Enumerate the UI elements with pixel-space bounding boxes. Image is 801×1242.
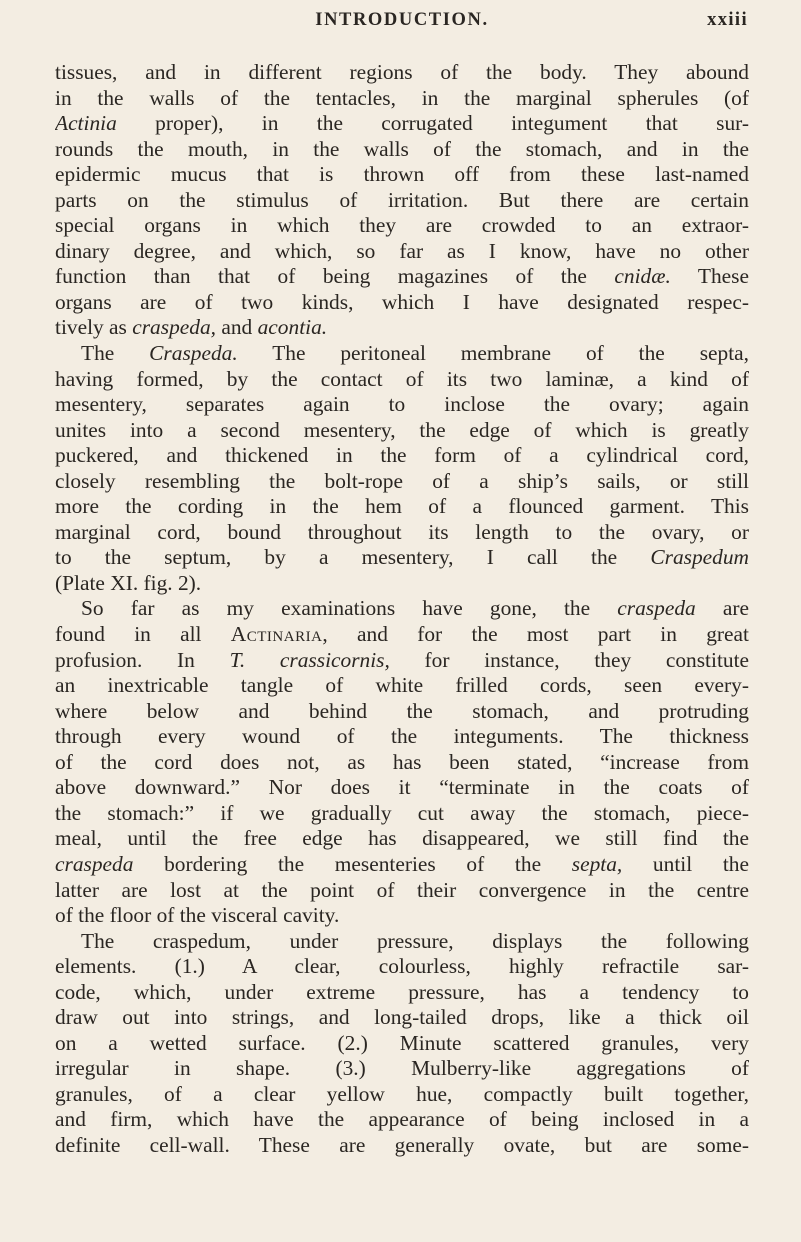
text-run: the stomach:” if we gradually cut away the stomach, piece-	[55, 800, 749, 825]
text-line	[55, 418, 749, 444]
text-run: elements. (1.) A clear, colourless, highly refractile sar-	[55, 954, 749, 979]
text-line	[55, 213, 749, 239]
text-line	[55, 1031, 749, 1057]
text-run: profusion. In	[55, 647, 230, 672]
italic-term: craspeda	[55, 851, 134, 876]
text-run: definite cell-wall. These are generally ovate, but are some-	[55, 1132, 749, 1157]
text-run: rounds the mouth, in the walls of the stomach, and in the	[55, 136, 749, 161]
text-run: irregular in shape. (3.) Mulberry-like aggregations of	[55, 1056, 749, 1081]
text-line	[55, 571, 749, 597]
text-run: The	[81, 341, 150, 366]
text-run: dinary degree, and which, so far as I know, have no other	[55, 238, 749, 263]
text-line	[55, 86, 749, 112]
text-run: granules, of a clear yellow hue, compactly built together,	[55, 1081, 749, 1106]
text-line	[55, 1107, 749, 1133]
text-line	[55, 137, 749, 163]
italic-term: cnidæ.	[614, 264, 671, 289]
text-run: and	[216, 315, 258, 340]
text-run: unites into a second mesentery, the edge of which is greatly	[55, 417, 749, 442]
text-line	[55, 622, 749, 648]
body-text	[55, 60, 749, 1159]
text-run: draw out into strings, and long-tailed drops, like a thick oil	[55, 1005, 749, 1030]
text-run: organs are of two kinds, which I have designated respec-	[55, 289, 749, 314]
italic-term: acontia.	[257, 315, 328, 340]
text-line	[55, 188, 749, 214]
text-line	[55, 367, 749, 393]
text-line	[55, 545, 749, 571]
text-run: found in all	[55, 622, 231, 647]
text-run: of the cord does not, as has been stated, “increase from	[55, 749, 749, 774]
text-line	[55, 648, 749, 674]
text-run: for instance, they constitute	[389, 647, 749, 672]
text-line	[55, 315, 749, 341]
italic-term: Craspedum	[650, 545, 749, 570]
running-head	[56, 8, 748, 34]
text-line	[55, 264, 749, 290]
italic-term: craspeda	[617, 596, 696, 621]
text-line	[55, 801, 749, 827]
text-line	[55, 290, 749, 316]
text-run: mesentery, separates again to inclose the ovary; again	[55, 392, 749, 417]
text-line	[55, 1133, 749, 1159]
text-line	[55, 954, 749, 980]
running-head-title: INTRODUCTION.	[315, 10, 489, 30]
italic-term: Craspeda.	[149, 341, 238, 366]
text-run: more the cording in the hem of a flounced garment. This	[55, 494, 749, 519]
text-line	[55, 596, 749, 622]
text-line	[55, 392, 749, 418]
text-line	[55, 673, 749, 699]
text-run: tissues, and in different regions of the body. They abound	[55, 60, 749, 84]
text-run: code, which, under extreme pressure, has a tendency to	[55, 979, 749, 1004]
text-run: parts on the stimulus of irritation. But there are certain	[55, 187, 749, 212]
text-run: The peritoneal membrane of the septa,	[237, 341, 749, 366]
text-run: closely resembling the bolt-rope of a ship’s sails, or still	[55, 468, 749, 493]
text-run: of the floor of the visceral cavity.	[55, 903, 340, 928]
text-line	[55, 852, 749, 878]
text-run: in the walls of the tentacles, in the marginal spherules (of	[55, 85, 749, 110]
text-line	[55, 775, 749, 801]
text-run: an inextricable tangle of white frilled cords, seen every-	[55, 673, 749, 698]
text-run: to the septum, by a mesentery, I call the	[55, 545, 651, 570]
text-run: These	[670, 264, 749, 289]
text-line	[55, 469, 749, 495]
text-run: and firm, which have the appearance of being inclosed in a	[55, 1107, 749, 1132]
text-run: above downward.” Nor does it “terminate in the coats of	[55, 775, 749, 800]
text-run: (Plate XI. fig. 2).	[55, 570, 202, 595]
text-line	[55, 878, 749, 904]
text-run: proper), in the corrugated integument that sur-	[116, 111, 749, 136]
italic-term: Actinia	[55, 111, 117, 136]
text-run: The craspedum, under pressure, displays the following	[81, 928, 749, 953]
text-run: epidermic mucus that is thrown off from these last-named	[55, 162, 749, 187]
text-line	[55, 520, 749, 546]
text-run: , and for the most part in great	[322, 622, 749, 647]
text-run: meal, until the free edge has disappeared, we still find the	[55, 826, 749, 851]
text-line	[55, 443, 749, 469]
small-caps-term: Actinaria	[230, 622, 323, 647]
text-run: puckered, and thickened in the form of a cylindrical cord,	[55, 443, 749, 468]
text-line	[55, 239, 749, 265]
text-line	[55, 903, 749, 929]
text-run: special organs in which they are crowded to an extraor-	[55, 213, 749, 238]
page-number: xxiii	[707, 10, 748, 30]
text-line	[55, 1056, 749, 1082]
text-run: function than that of being magazines of the	[55, 264, 615, 289]
text-line	[55, 341, 749, 367]
text-run: So far as my examinations have gone, the	[81, 596, 618, 621]
text-run: through every wound of the integuments. The thickness	[55, 724, 749, 749]
text-line	[55, 826, 749, 852]
text-line	[55, 111, 749, 137]
text-line	[55, 162, 749, 188]
text-run: bordering the mesenteries of the	[133, 851, 572, 876]
italic-term: T. crassicornis,	[229, 647, 390, 672]
text-line	[55, 60, 749, 86]
text-line	[55, 929, 749, 955]
text-run: having formed, by the contact of its two laminæ, a kind of	[55, 366, 749, 391]
text-run: until the	[622, 851, 749, 876]
italic-term: craspeda,	[132, 315, 217, 340]
text-line	[55, 1082, 749, 1108]
text-line	[55, 494, 749, 520]
text-run: are	[695, 596, 749, 621]
text-run: tively as	[55, 315, 133, 340]
text-run: marginal cord, bound throughout its length to the ovary, or	[55, 519, 749, 544]
text-run: latter are lost at the point of their convergence in the centre	[55, 877, 749, 902]
text-line	[55, 699, 749, 725]
text-line	[55, 980, 749, 1006]
text-line	[55, 724, 749, 750]
text-line	[55, 1005, 749, 1031]
text-line	[55, 750, 749, 776]
text-run: where below and behind the stomach, and protruding	[55, 698, 749, 723]
text-run: on a wetted surface. (2.) Minute scattered granules, very	[55, 1030, 749, 1055]
italic-term: septa,	[571, 851, 623, 876]
